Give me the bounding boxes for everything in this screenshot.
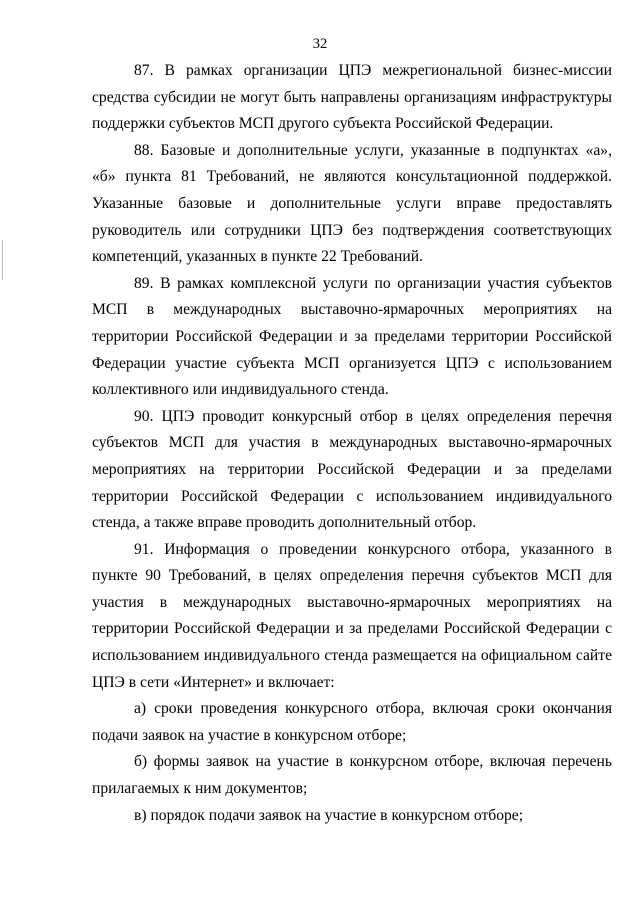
paragraph-88: 88. Базовые и дополнительные услуги, указанные в подпунктах «а», «б» пункта 81 Требований, не являются консультационной поддержкой. Указанные базовые и дополнительные услуги вправе предоставлять руководитель или сотрудники ЦПЭ без подтверждения соответствующих компетенций, указанных в пункте 22 Требований. <box>92 141 612 266</box>
list-item-a: а) сроки проведения конкурсного отбора, включая сроки окончания подачи заявок на участие в конкурсном отборе; <box>92 700 612 744</box>
page-number: 32 <box>312 36 328 52</box>
paragraph-89: 89. В рамках комплексной услуги по организации участия субъектов МСП в международных выставочно-ярмарочных мероприятиях на территории Российской Федерации и за пределами территории Российской Федерации участие субъекта МСП организуется ЦПЭ с использованием коллективного или индивидуального стенда. <box>92 274 612 399</box>
paragraph-87: 87. В рамках организации ЦПЭ межрегиональной бизнес-миссии средства субсидии не могут быть направлены организациям инфраструктуры поддержки субъектов МСП другого субъекта Российской Федерации. <box>92 62 612 133</box>
document-body <box>92 58 612 829</box>
list-item-v: в) порядок подачи заявок на участие в конкурсном отборе; <box>134 806 524 824</box>
scan-edge-mark <box>2 240 3 280</box>
list-item-b: б) формы заявок на участие в конкурсном отборе, включая перечень прилагаемых к ним документов; <box>92 753 612 798</box>
paragraph-91: 91. Информация о проведении конкурсного отбора, указанного в пункте 90 Требований, в целях определения перечня субъектов МСП для участия в международных выставочно-ярмарочных мероприятиях на территории Российской Федерации и за пределами Российской Федерации с использованием индивидуального стенда размещается на официальном сайте ЦПЭ в сети «Интернет» и включает: <box>92 540 612 691</box>
paragraph-90: 90. ЦПЭ проводит конкурсный отбор в целях определения перечня субъектов МСП для участия в международных выставочно-ярмарочных мероприятиях на территории Российской Федерации и за пределами территории Российской Федерации с использованием индивидуального стенда, а также вправе проводить дополнительный отбор. <box>92 407 612 532</box>
